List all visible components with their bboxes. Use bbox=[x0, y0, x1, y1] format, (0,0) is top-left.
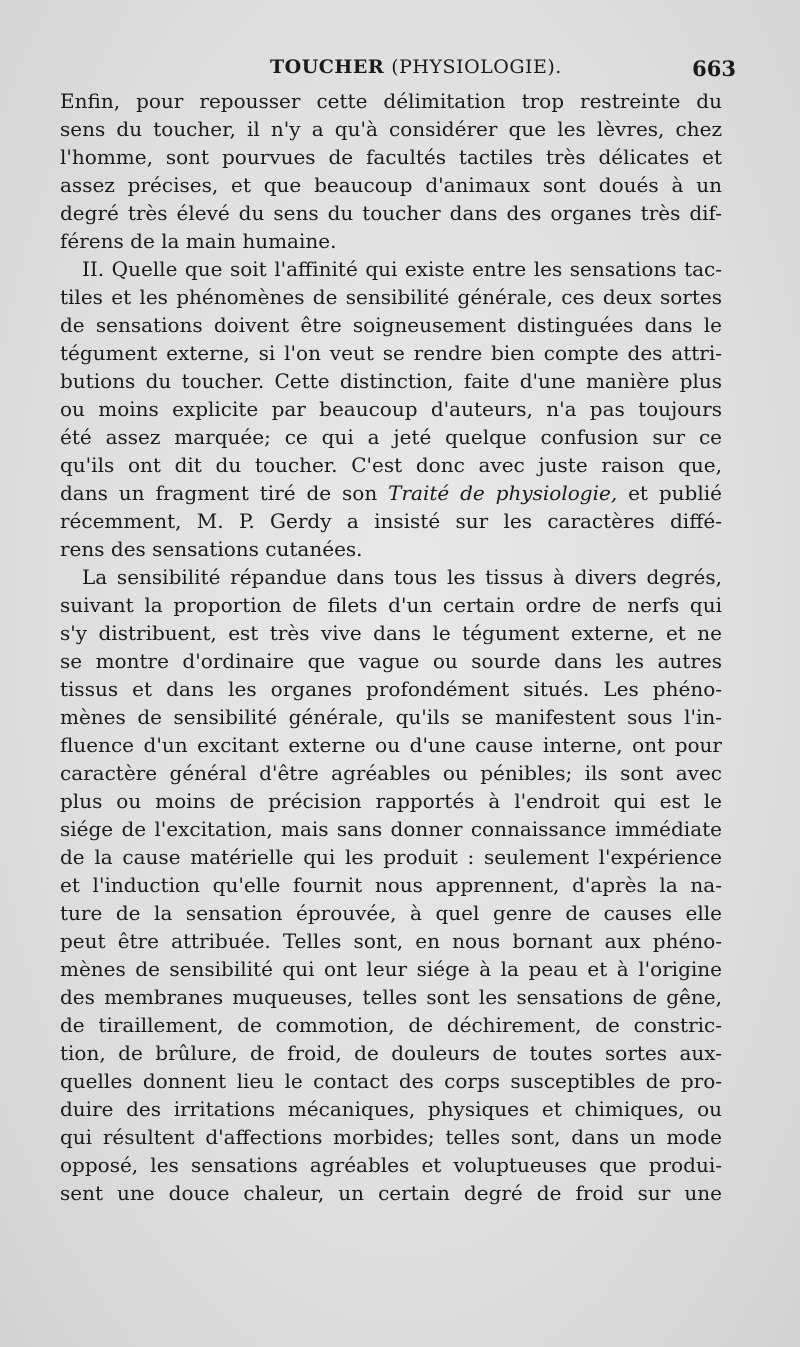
text-line: butions du toucher. Cette distinction, faite d'une manière plus bbox=[60, 369, 722, 393]
text-line: été assez marquée; ce qui a jeté quelque confusion sur ce bbox=[60, 425, 722, 449]
text-line: La sensibilité répandue dans tous les tissus à divers degrés, bbox=[82, 565, 722, 589]
text-line bbox=[60, 479, 722, 507]
text-line: opposé, les sensations agréables et voluptueuses que produi- bbox=[60, 1153, 722, 1177]
text-line: se montre d'ordinaire que vague ou sourde dans les autres bbox=[60, 649, 722, 673]
text-line: qui résultent d'affections morbides; telles sont, dans un mode bbox=[60, 1125, 722, 1149]
text-line: Enfin, pour repousser cette délimitation trop restreinte du bbox=[60, 89, 722, 113]
text-line: de sensations doivent être soigneusement distinguées dans le bbox=[60, 313, 722, 337]
text-line: peut être attribuée. Telles sont, en nous bornant aux phéno- bbox=[60, 929, 722, 953]
text-line: rens des sensations cutanées. bbox=[60, 537, 363, 561]
text-line: siége de l'excitation, mais sans donner connaissance immédiate bbox=[60, 817, 722, 841]
text-line: des membranes muqueuses, telles sont les sensations de gêne, bbox=[60, 985, 722, 1009]
text-line: ou moins explicite par beaucoup d'auteurs, n'a pas toujours bbox=[60, 397, 722, 421]
text-line: mènes de sensibilité qui ont leur siége à la peau et à l'origine bbox=[60, 957, 722, 981]
text-segment: dans un fragment tiré de son bbox=[60, 481, 378, 505]
text-line: l'homme, sont pourvues de facultés tactiles très délicates et bbox=[60, 145, 722, 169]
text-line: tiles et les phénomènes de sensibilité générale, ces deux sortes bbox=[60, 285, 722, 309]
text-line: mènes de sensibilité générale, qu'ils se manifestent sous l'in- bbox=[60, 705, 722, 729]
text-line: de la cause matérielle qui les produit : seulement l'expérience bbox=[60, 845, 722, 869]
text-line: II. Quelle que soit l'affinité qui existe entre les sensations tac- bbox=[82, 257, 722, 281]
text-line: tion, de brûlure, de froid, de douleurs de toutes sortes aux- bbox=[60, 1041, 722, 1065]
text-line: et l'induction qu'elle fournit nous apprennent, d'après la na- bbox=[60, 873, 722, 897]
text-line: caractère général d'être agréables ou pénibles; ils sont avec bbox=[60, 761, 722, 785]
text-line: de tiraillement, de commotion, de déchirement, de constric- bbox=[60, 1013, 722, 1037]
running-head-title: TOUCHER bbox=[270, 56, 385, 78]
body-text bbox=[60, 87, 722, 1207]
text-line: assez précises, et que beaucoup d'animaux sont doués à un bbox=[60, 173, 722, 197]
text-line: qu'ils ont dit du toucher. C'est donc avec juste raison que, bbox=[60, 453, 722, 477]
text-line: quelles donnent lieu le contact des corps susceptibles de pro- bbox=[60, 1069, 722, 1093]
text-line: suivant la proportion de filets d'un certain ordre de nerfs qui bbox=[60, 593, 722, 617]
text-line: férens de la main humaine. bbox=[60, 229, 337, 253]
text-line: tégument externe, si l'on veut se rendre bien compte des attri- bbox=[60, 341, 722, 365]
text-line: degré très élevé du sens du toucher dans des organes très dif- bbox=[60, 201, 722, 225]
text-line: plus ou moins de précision rapportés à l'endroit qui est le bbox=[60, 789, 722, 813]
text-line: fluence d'un excitant externe ou d'une cause interne, ont pour bbox=[60, 733, 722, 757]
text-line: tissus et dans les organes profondément situés. Les phéno- bbox=[60, 677, 722, 701]
running-head bbox=[270, 56, 562, 78]
book-title-italic: Traité de physiologie, bbox=[388, 481, 618, 505]
running-head-subtitle: (PHYSIOLOGIE). bbox=[391, 56, 562, 78]
text-line: récemment, M. P. Gerdy a insisté sur les caractères diffé- bbox=[60, 509, 722, 533]
page-header bbox=[60, 56, 736, 84]
text-line: duire des irritations mécaniques, physiques et chimiques, ou bbox=[60, 1097, 722, 1121]
text-line: ture de la sensation éprouvée, à quel genre de causes elle bbox=[60, 901, 722, 925]
text-line: s'y distribuent, est très vive dans le tégument externe, et ne bbox=[60, 621, 722, 645]
text-line: sens du toucher, il n'y a qu'à considérer que les lèvres, chez bbox=[60, 117, 722, 141]
text-segment: et publié bbox=[628, 481, 722, 505]
page-number: 663 bbox=[692, 56, 736, 81]
text-line: sent une douce chaleur, un certain degré de froid sur une bbox=[60, 1181, 722, 1205]
